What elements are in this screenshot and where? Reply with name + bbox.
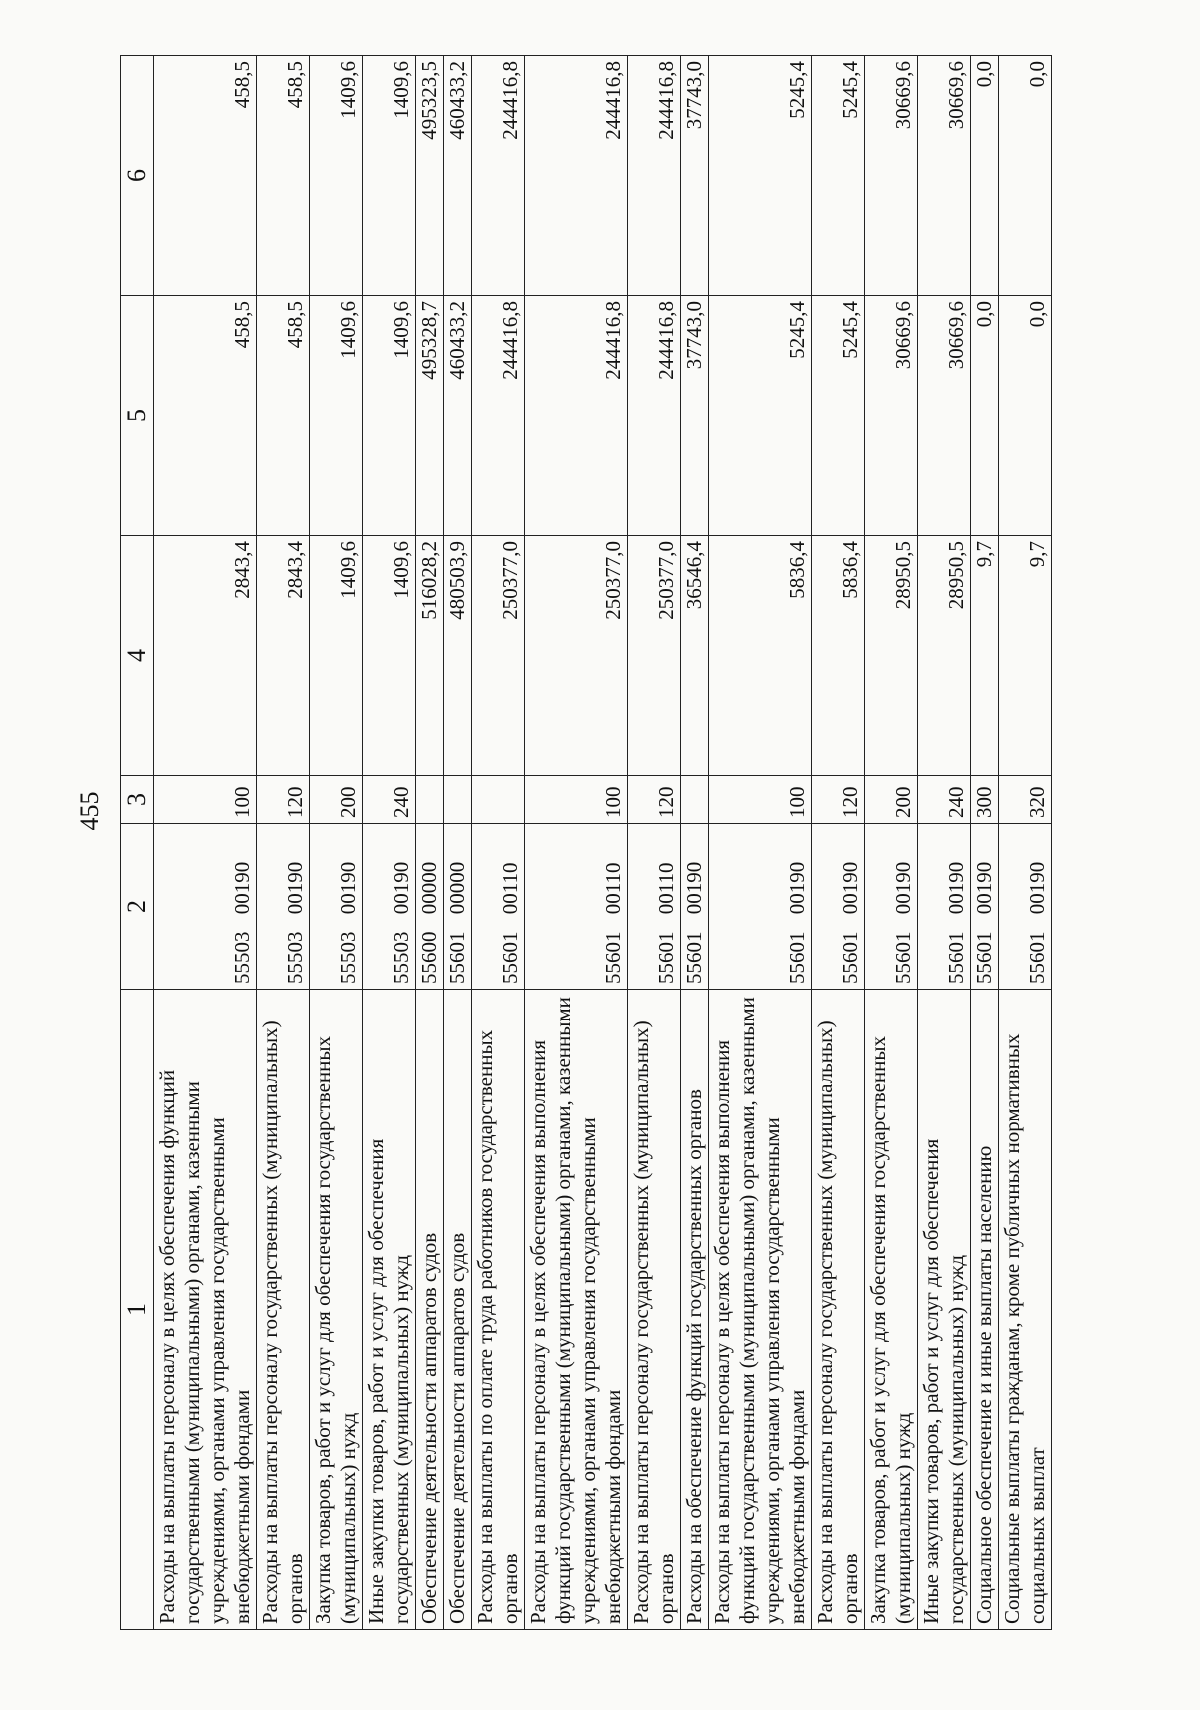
expense-type-cell: 120 xyxy=(628,776,681,824)
table-row xyxy=(257,56,310,1630)
table-row xyxy=(154,56,257,1630)
expense-type-cell: 120 xyxy=(257,776,310,824)
amount-col4-cell: 36546,4 xyxy=(681,536,709,776)
header-cell: 5 xyxy=(121,296,154,536)
header-cell: 6 xyxy=(121,56,154,296)
amount-col4-cell: 5836,4 xyxy=(709,536,812,776)
code-cell: 55601 00190 xyxy=(709,824,812,990)
table-row xyxy=(812,56,865,1630)
description-cell: Обеспечение деятельности аппаратов судов xyxy=(416,990,444,1630)
amount-col5-cell: 244416,8 xyxy=(472,296,525,536)
description-cell: Закупка товаров, работ и услуг для обеспечения государственных (муниципальных) нужд xyxy=(865,990,918,1630)
expense-type-cell: 240 xyxy=(363,776,416,824)
expense-type-cell: 100 xyxy=(709,776,812,824)
code-cell: 55601 00000 xyxy=(444,824,472,990)
table-row xyxy=(971,56,999,1630)
amount-col6-cell: 1409,6 xyxy=(363,56,416,296)
amount-col4-cell: 28950,5 xyxy=(865,536,918,776)
amount-col5-cell: 458,5 xyxy=(257,296,310,536)
amount-col4-cell: 250377,0 xyxy=(472,536,525,776)
code-cell: 55601 00110 xyxy=(525,824,628,990)
code-cell: 55601 00190 xyxy=(971,824,999,990)
table-row xyxy=(999,56,1052,1630)
expense-type-cell xyxy=(681,776,709,824)
header-row xyxy=(121,56,154,1630)
amount-col6-cell: 30669,6 xyxy=(918,56,971,296)
code-cell: 55601 00190 xyxy=(812,824,865,990)
amount-col4-cell: 5836,4 xyxy=(812,536,865,776)
amount-col5-cell: 5245,4 xyxy=(709,296,812,536)
table-body xyxy=(154,56,1052,1630)
amount-col4-cell: 9,7 xyxy=(999,536,1052,776)
amount-col5-cell: 244416,8 xyxy=(525,296,628,536)
amount-col6-cell: 460433,2 xyxy=(444,56,472,296)
header-cell: 4 xyxy=(121,536,154,776)
description-cell: Обеспечение деятельности аппаратов судов xyxy=(444,990,472,1630)
description-cell: Расходы на выплаты персоналу государственных (муниципальных) органов xyxy=(257,990,310,1630)
amount-col4-cell: 250377,0 xyxy=(525,536,628,776)
amount-col6-cell: 244416,8 xyxy=(628,56,681,296)
expense-type-cell: 320 xyxy=(999,776,1052,824)
amount-col6-cell: 458,5 xyxy=(154,56,257,296)
description-cell: Расходы на выплаты персоналу в целях обеспечения функций государственными (муниципальными) органами, казенными учреждениями, органами управления государственными внебюджетными фондами xyxy=(154,990,257,1630)
header-cell: 3 xyxy=(121,776,154,824)
code-cell: 55503 00190 xyxy=(257,824,310,990)
table-row xyxy=(918,56,971,1630)
amount-col4-cell: 28950,5 xyxy=(918,536,971,776)
description-cell: Социальное обеспечение и иные выплаты населению xyxy=(971,990,999,1630)
table-row xyxy=(444,56,472,1630)
expense-type-cell: 240 xyxy=(918,776,971,824)
description-cell: Расходы на выплаты персоналу в целях обеспечения выполнения функций государственными (муниципальными) органами, казенными учреждениями, органами управления государственными внебюджетными фондами xyxy=(525,990,628,1630)
amount-col6-cell: 30669,6 xyxy=(865,56,918,296)
amount-col5-cell: 1409,6 xyxy=(310,296,363,536)
description-cell: Расходы на обеспечение функций государственных органов xyxy=(681,990,709,1630)
table-row xyxy=(709,56,812,1630)
page-number: 455 xyxy=(75,791,104,831)
amount-col4-cell: 516028,2 xyxy=(416,536,444,776)
description-cell: Расходы на выплаты персоналу государственных (муниципальных) органов xyxy=(628,990,681,1630)
expense-type-cell: 120 xyxy=(812,776,865,824)
amount-col5-cell: 244416,8 xyxy=(628,296,681,536)
amount-col5-cell: 30669,6 xyxy=(865,296,918,536)
amount-col6-cell: 458,5 xyxy=(257,56,310,296)
expense-type-cell: 100 xyxy=(154,776,257,824)
code-cell: 55601 00190 xyxy=(681,824,709,990)
code-cell: 55601 00190 xyxy=(918,824,971,990)
budget-table xyxy=(120,55,1052,1630)
code-cell: 55601 00110 xyxy=(472,824,525,990)
amount-col6-cell: 5245,4 xyxy=(709,56,812,296)
description-cell: Закупка товаров, работ и услуг для обеспечения государственных (муниципальных) нужд xyxy=(310,990,363,1630)
expense-type-cell xyxy=(472,776,525,824)
expense-type-cell xyxy=(416,776,444,824)
amount-col6-cell: 495323,5 xyxy=(416,56,444,296)
amount-col6-cell: 1409,6 xyxy=(310,56,363,296)
amount-col4-cell: 1409,6 xyxy=(363,536,416,776)
expense-type-cell: 200 xyxy=(865,776,918,824)
description-cell: Иные закупки товаров, работ и услуг для обеспечения государственных (муниципальных) нужд xyxy=(363,990,416,1630)
amount-col5-cell: 0,0 xyxy=(971,296,999,536)
table-row xyxy=(525,56,628,1630)
amount-col5-cell: 460433,2 xyxy=(444,296,472,536)
amount-col5-cell: 1409,6 xyxy=(363,296,416,536)
code-cell: 55600 00000 xyxy=(416,824,444,990)
code-cell: 55601 00190 xyxy=(999,824,1052,990)
description-cell: Социальные выплаты гражданам, кроме публичных нормативных социальных выплат xyxy=(999,990,1052,1630)
description-cell: Расходы на выплаты персоналу государственных (муниципальных) органов xyxy=(812,990,865,1630)
description-cell: Расходы на выплаты персоналу в целях обеспечения выполнения функций государственными (муниципальными) органами, казенными учреждениями, органами управления государственными внебюджетными фондами xyxy=(709,990,812,1630)
header-cell: 1 xyxy=(121,990,154,1630)
description-cell: Иные закупки товаров, работ и услуг для обеспечения государственных (муниципальных) нужд xyxy=(918,990,971,1630)
amount-col5-cell: 0,0 xyxy=(999,296,1052,536)
table-row xyxy=(310,56,363,1630)
amount-col4-cell: 2843,4 xyxy=(154,536,257,776)
table-row xyxy=(865,56,918,1630)
description-cell: Расходы на выплаты по оплате труда работников государственных органов xyxy=(472,990,525,1630)
expense-type-cell: 100 xyxy=(525,776,628,824)
budget-table-container xyxy=(120,56,1049,1630)
code-cell: 55503 00190 xyxy=(363,824,416,990)
table-row xyxy=(416,56,444,1630)
code-cell: 55601 00110 xyxy=(628,824,681,990)
amount-col6-cell: 244416,8 xyxy=(525,56,628,296)
amount-col6-cell: 0,0 xyxy=(971,56,999,296)
code-cell: 55503 00190 xyxy=(310,824,363,990)
amount-col4-cell: 480503,9 xyxy=(444,536,472,776)
amount-col6-cell: 37743,0 xyxy=(681,56,709,296)
expense-type-cell xyxy=(444,776,472,824)
amount-col6-cell: 5245,4 xyxy=(812,56,865,296)
amount-col5-cell: 495328,7 xyxy=(416,296,444,536)
amount-col4-cell: 250377,0 xyxy=(628,536,681,776)
table-row xyxy=(681,56,709,1630)
amount-col5-cell: 30669,6 xyxy=(918,296,971,536)
header-cell: 2 xyxy=(121,824,154,990)
amount-col4-cell: 1409,6 xyxy=(310,536,363,776)
code-cell: 55601 00190 xyxy=(865,824,918,990)
amount-col5-cell: 37743,0 xyxy=(681,296,709,536)
table-row xyxy=(472,56,525,1630)
amount-col6-cell: 0,0 xyxy=(999,56,1052,296)
amount-col5-cell: 458,5 xyxy=(154,296,257,536)
expense-type-cell: 200 xyxy=(310,776,363,824)
table-row xyxy=(628,56,681,1630)
amount-col4-cell: 9,7 xyxy=(971,536,999,776)
amount-col4-cell: 2843,4 xyxy=(257,536,310,776)
table-row xyxy=(363,56,416,1630)
code-cell: 55503 00190 xyxy=(154,824,257,990)
amount-col6-cell: 244416,8 xyxy=(472,56,525,296)
amount-col5-cell: 5245,4 xyxy=(812,296,865,536)
expense-type-cell: 300 xyxy=(971,776,999,824)
